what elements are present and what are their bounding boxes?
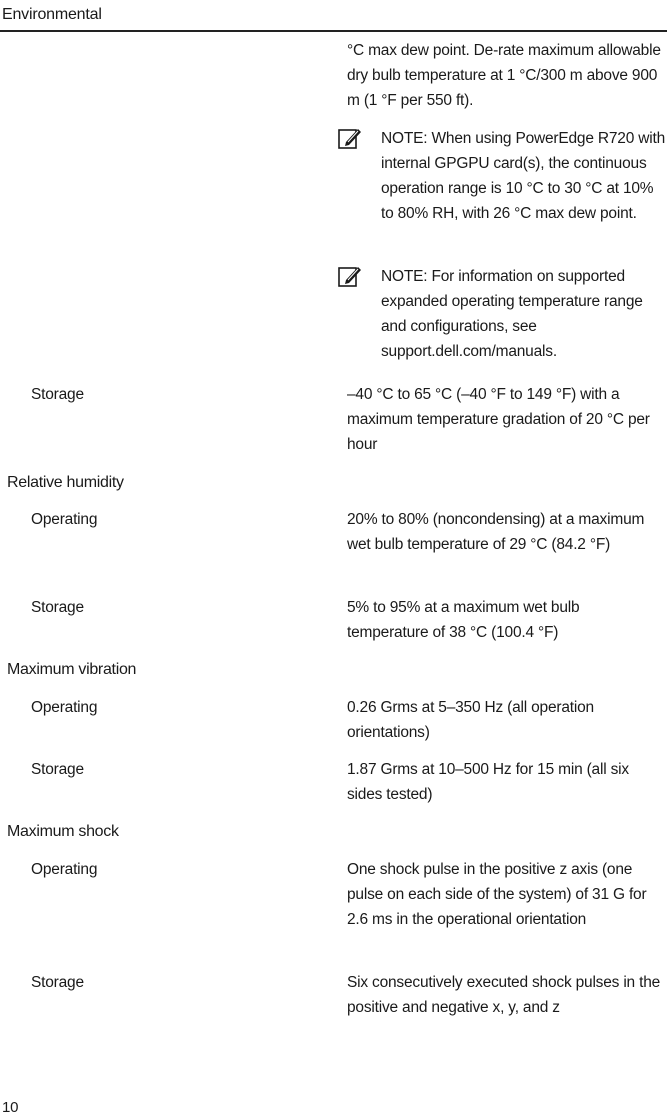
continuation-text: °C max dew point. De-rate maximum allowable dry bulb temperature at 1 °C/300 m above 900 m (1 °F per 550 ft). bbox=[347, 42, 661, 109]
shock-storage-label: Storage bbox=[31, 974, 84, 991]
vib-operating-label: Operating bbox=[31, 699, 98, 716]
rh-operating-value: 20% to 80% (noncondensing) at a maximum wet bulb temperature of 29 °C (84.2 °F) bbox=[347, 511, 645, 553]
rh-storage-label: Storage bbox=[31, 599, 84, 616]
note-suffix: . bbox=[552, 343, 557, 360]
rh-storage-value: 5% to 95% at a maximum wet bulb temperature of 38 °C (100.4 °F) bbox=[347, 599, 580, 641]
shock-operating-label: Operating bbox=[31, 861, 98, 878]
note-expanded-text bbox=[381, 264, 666, 364]
page-number: 10 bbox=[2, 1099, 19, 1116]
pencil-note-icon bbox=[338, 264, 362, 288]
shock-operating-value: One shock pulse in the positive z axis (one pulse on each side of the system) of 31 G for 2.6 ms in the operational orientation bbox=[347, 861, 647, 928]
section-title-maximum-vibration: Maximum vibration bbox=[7, 661, 137, 678]
vib-operating-value: 0.26 Grms at 5–350 Hz (all operation orientations) bbox=[347, 699, 594, 741]
section-title-maximum-shock: Maximum shock bbox=[7, 823, 119, 840]
note-label: NOTE: bbox=[381, 130, 428, 147]
temp-storage-label: Storage bbox=[31, 386, 84, 403]
section-title-relative-humidity: Relative humidity bbox=[7, 474, 124, 491]
support-link[interactable]: support.dell.com/manuals bbox=[381, 343, 553, 360]
vib-storage-value: 1.87 Grms at 10–500 Hz for 15 min (all six sides tested) bbox=[347, 761, 629, 803]
vib-storage-label: Storage bbox=[31, 761, 84, 778]
note-label: NOTE: bbox=[381, 268, 428, 285]
note-body: For information on supported expanded operating temperature range and configurations, see bbox=[381, 268, 643, 335]
note-body: When using PowerEdge R720 with internal GPGPU card(s), the continuous operation range is 10 °C to 30 °C at 10% to 80% RH, with 26 °C max dew point. bbox=[381, 130, 666, 222]
shock-storage-value: Six consecutively executed shock pulses in the positive and negative x, y, and z bbox=[347, 974, 661, 1016]
temp-storage-value: –40 °C to 65 °C (–40 °F to 149 °F) with a maximum temperature gradation of 20 °C per hour bbox=[347, 386, 650, 453]
note-gpgpu-text bbox=[381, 126, 666, 226]
page-header bbox=[0, 0, 667, 32]
page-header-title: Environmental bbox=[2, 6, 102, 23]
pencil-note-icon bbox=[338, 126, 362, 150]
rh-operating-label: Operating bbox=[31, 511, 98, 528]
